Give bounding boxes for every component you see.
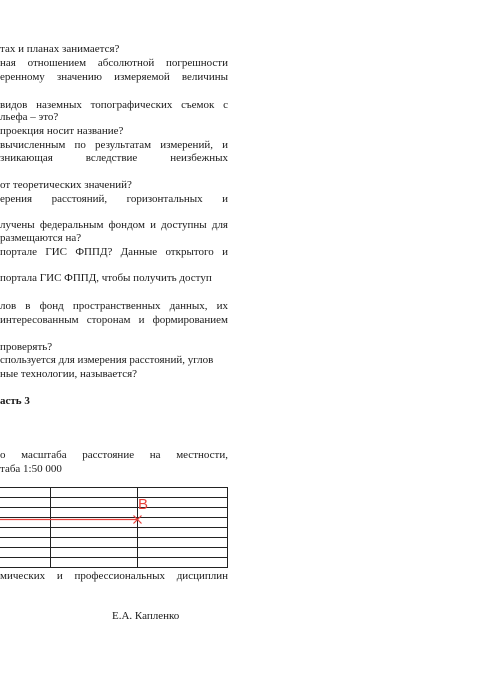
section-heading: асть 3: [0, 395, 30, 407]
question-line-16: интересованным сторонам и формированием: [0, 314, 228, 326]
question-line-7: вычисленным по результатам измерений, и: [0, 139, 228, 151]
question-line-17: проверять?: [0, 341, 53, 353]
author-name: Е.А. Капленко: [112, 610, 180, 622]
grid-svg: [0, 487, 228, 568]
question-line-4: видов наземных топографических съемок с: [0, 99, 228, 111]
question-line-5: льефа – это?: [0, 111, 59, 123]
question-line-6: проекция носит название?: [0, 125, 124, 137]
task-line-1: о масштаба расстояние на местности,: [0, 449, 228, 461]
question-line-12: размещаются на?: [0, 232, 82, 244]
question-line-9: от теоретических значений?: [0, 179, 132, 191]
question-line-19: ные технологии, называется?: [0, 368, 138, 380]
question-line-3: еренному значению измеряемой величины: [0, 71, 228, 83]
question-line-11: лучены федеральным фондом и доступны для: [0, 219, 228, 231]
question-line-8: зникающая вследствие неизбежных: [0, 152, 228, 164]
task-line-2: таба 1:50 000: [0, 463, 62, 475]
question-line-18: спользуется для измерения расстояний, углов: [0, 354, 214, 366]
point-b-label: B: [138, 496, 149, 513]
question-line-14: портала ГИС ФППД, чтобы получить доступ: [0, 272, 212, 284]
footer-text: мических и профессиональных дисциплин: [0, 570, 228, 582]
question-line-10: ерения расстояний, горизонтальных и: [0, 193, 228, 205]
question-line-13: портале ГИС ФППД? Данные открытого и: [0, 246, 228, 258]
question-line-1: тах и планах занимается?: [0, 43, 120, 55]
grid-figure: [0, 487, 228, 568]
question-line-2: ная отношением абсолютной погрешности: [0, 57, 228, 69]
question-line-15: лов в фонд пространственных данных, их: [0, 300, 228, 312]
